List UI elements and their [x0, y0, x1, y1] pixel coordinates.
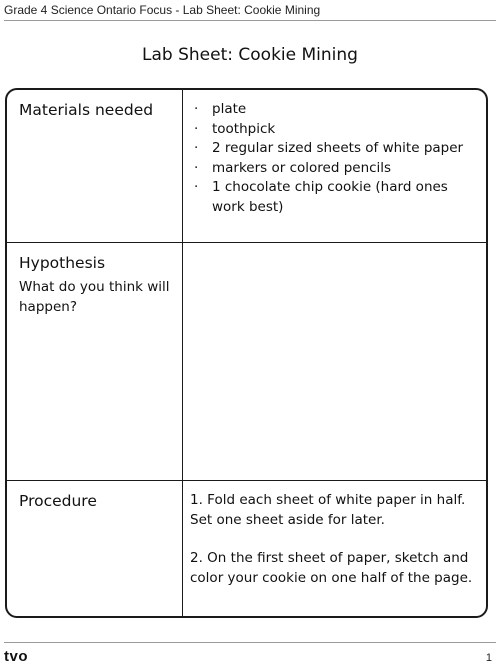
materials-row [7, 90, 486, 243]
materials-item [190, 120, 482, 140]
footer-divider [4, 642, 496, 643]
bullet-icon: · [194, 159, 199, 176]
procedure-step: 2. On the first sheet of paper, sketch and color your cookie on one half of the page. [190, 550, 473, 586]
materials-item-text: markers or colored pencils [212, 159, 392, 176]
materials-item-text: plate [212, 101, 247, 117]
bullet-icon: · [194, 101, 199, 117]
procedure-heading: Procedure [19, 492, 97, 510]
procedure-step: 1. Fold each sheet of white paper in half. Set one sheet aside for later. [190, 492, 466, 528]
materials-item [190, 139, 482, 159]
bullet-icon: · [194, 179, 199, 195]
materials-heading: Materials needed [19, 101, 154, 119]
running-header: Grade 4 Science Ontario Focus - Lab Sheet: Cookie Mining [4, 3, 321, 17]
procedure-row [7, 481, 486, 618]
materials-item-text: 2 regular sized sheets of white paper [212, 140, 464, 156]
column-divider [182, 481, 183, 618]
bullet-icon: · [194, 140, 199, 156]
column-divider [182, 243, 183, 480]
materials-item-text: 1 chocolate chip cookie (hard ones work best) [212, 179, 448, 215]
hypothesis-heading-cell [19, 253, 174, 317]
lab-sheet-table [5, 88, 488, 618]
procedure-steps-cell [190, 491, 482, 607]
materials-item [190, 159, 482, 179]
procedure-heading-cell [19, 491, 174, 511]
materials-list [190, 100, 482, 217]
hypothesis-prompt: What do you think will happen? [19, 279, 170, 315]
page-number: 1 [485, 652, 492, 664]
hypothesis-heading: Hypothesis [19, 254, 106, 272]
materials-item [190, 178, 482, 217]
materials-list-cell [190, 100, 482, 217]
header-divider [4, 20, 496, 21]
materials-item-text: toothpick [212, 120, 276, 137]
bullet-icon: · [194, 120, 199, 137]
materials-heading-cell [19, 100, 174, 120]
page-title: Lab Sheet: Cookie Mining [142, 45, 358, 65]
materials-item [190, 100, 482, 120]
column-divider [182, 90, 183, 242]
tvo-logo: tvo [4, 648, 28, 665]
hypothesis-row [7, 243, 486, 481]
